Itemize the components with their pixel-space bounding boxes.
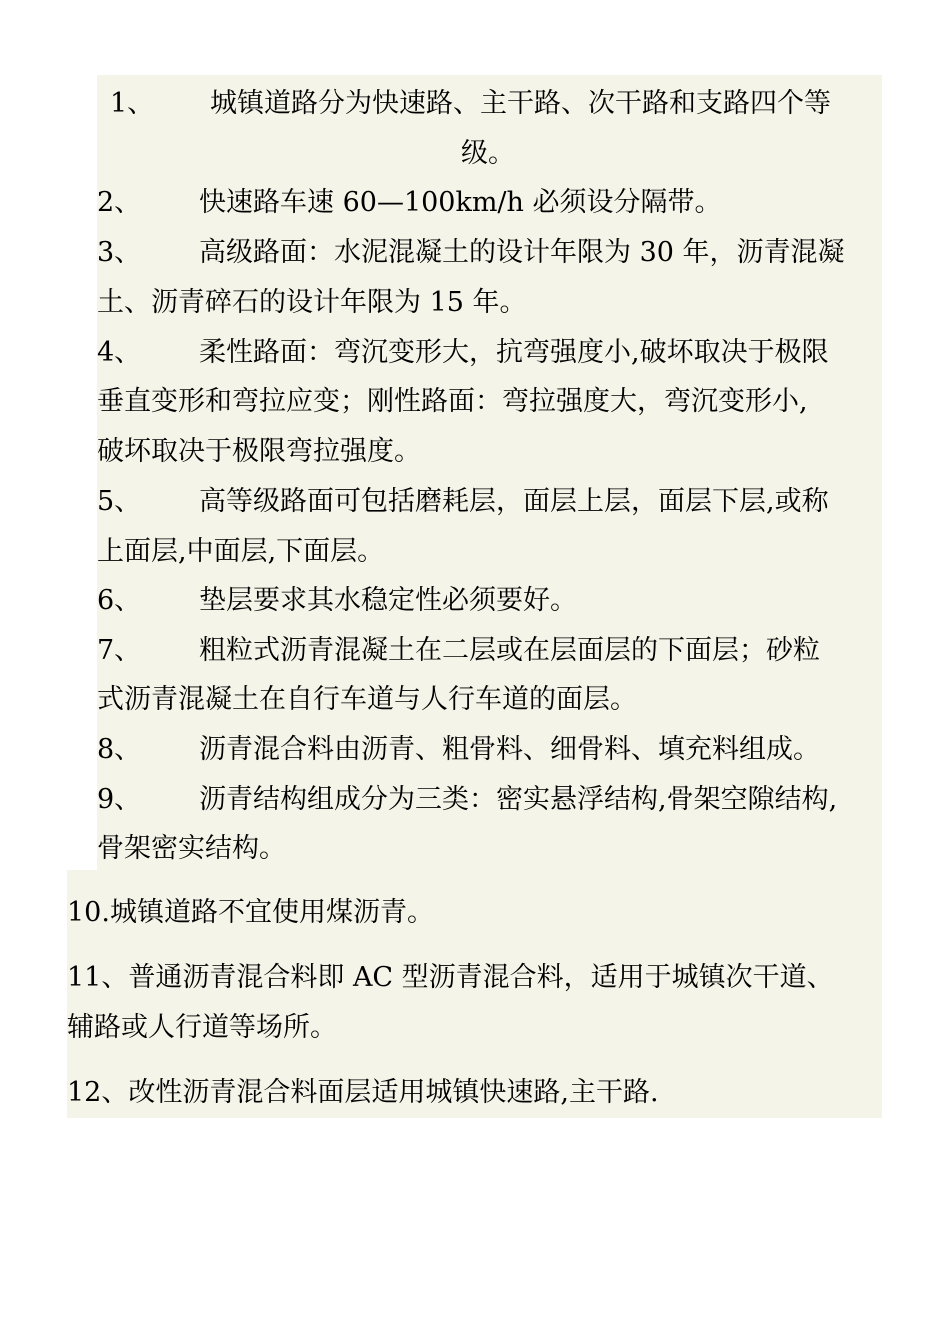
list-item-5-line-1 xyxy=(97,477,829,527)
list-item-4-line-1 xyxy=(97,328,829,378)
list-item-1-line-1 xyxy=(110,79,831,129)
list-item-2-number: 2、 xyxy=(97,187,142,218)
list-item-8-number: 8、 xyxy=(97,734,142,765)
extra-item-12-text: 12、改性沥青混合料面层适用城镇快速路,主干路. xyxy=(67,1077,659,1108)
list-item-3-text: 高级路面：水泥混凝土的设计年限为 30 年，沥青混凝 xyxy=(199,237,845,268)
list-item-2 xyxy=(97,178,722,228)
list-item-5-number: 5、 xyxy=(97,486,142,517)
extra-item-12 xyxy=(67,1068,659,1118)
list-item-6 xyxy=(97,576,577,626)
list-item-4-text: 柔性路面：弯沉变形大，抗弯强度小,破坏取决于极限 xyxy=(199,337,829,368)
list-item-3-line-1 xyxy=(97,228,845,278)
list-item-7-continuation: 式沥青混凝土在自行车道与人行车道的面层。 xyxy=(97,684,637,715)
list-item-8-text: 沥青混合料由沥青、粗骨料、细骨料、填充料组成。 xyxy=(199,734,820,765)
list-item-4-number: 4、 xyxy=(97,337,142,368)
list-item-4-continuation-1: 垂直变形和弯拉应变；刚性路面：弯拉强度大，弯沉变形小, xyxy=(97,386,808,417)
list-item-5-text: 高等级路面可包括磨耗层，面层上层，面层下层,或称 xyxy=(199,486,829,517)
list-item-3-continuation: 土、沥青碎石的设计年限为 15 年。 xyxy=(97,287,527,318)
list-item-9-number: 9、 xyxy=(97,784,142,815)
list-item-4-line-3 xyxy=(97,427,421,477)
extra-item-10 xyxy=(67,888,434,938)
list-item-1-text: 城镇道路分为快速路、主干路、次干路和支路四个等 xyxy=(210,88,831,119)
list-item-7-line-2 xyxy=(97,675,637,725)
list-item-9-text: 沥青结构组成分为三类：密实悬浮结构,骨架空隙结构, xyxy=(199,784,838,815)
list-item-8 xyxy=(97,725,820,775)
list-item-5-continuation: 上面层,中面层,下面层。 xyxy=(97,536,385,567)
list-item-1-line-2 xyxy=(461,129,515,179)
extra-item-11-text: 11、普通沥青混合料即 AC 型沥青混合料，适用于城镇次干道、 xyxy=(67,962,834,993)
list-item-2-text: 快速路车速 60—100km/h 必须设分隔带。 xyxy=(199,187,722,218)
list-item-6-number: 6、 xyxy=(97,585,142,616)
list-item-7-number: 7、 xyxy=(97,635,142,666)
list-item-7-text: 粗粒式沥青混凝土在二层或在层面层的下面层；砂粒 xyxy=(199,635,820,666)
list-item-4-continuation-2: 破坏取决于极限弯拉强度。 xyxy=(97,436,421,467)
extra-item-11-line-1 xyxy=(67,953,834,1003)
list-item-4-line-2 xyxy=(97,377,808,427)
list-item-9-line-2 xyxy=(97,824,286,874)
list-item-9-line-1 xyxy=(97,775,837,825)
extra-item-10-text: 10.城镇道路不宜使用煤沥青。 xyxy=(67,897,434,928)
extra-item-11-continuation: 辅路或人行道等场所。 xyxy=(67,1012,337,1043)
list-item-1-number: 1、 xyxy=(110,88,155,119)
list-item-7-line-1 xyxy=(97,626,820,676)
list-item-3-line-2 xyxy=(97,278,527,328)
extra-item-11-line-2 xyxy=(67,1003,337,1053)
list-item-9-continuation: 骨架密实结构。 xyxy=(97,833,286,864)
list-item-5-line-2 xyxy=(97,527,384,577)
list-item-1-continuation: 级。 xyxy=(461,138,515,169)
list-item-3-number: 3、 xyxy=(97,237,142,268)
list-item-6-text: 垫层要求其水稳定性必须要好。 xyxy=(199,585,577,616)
